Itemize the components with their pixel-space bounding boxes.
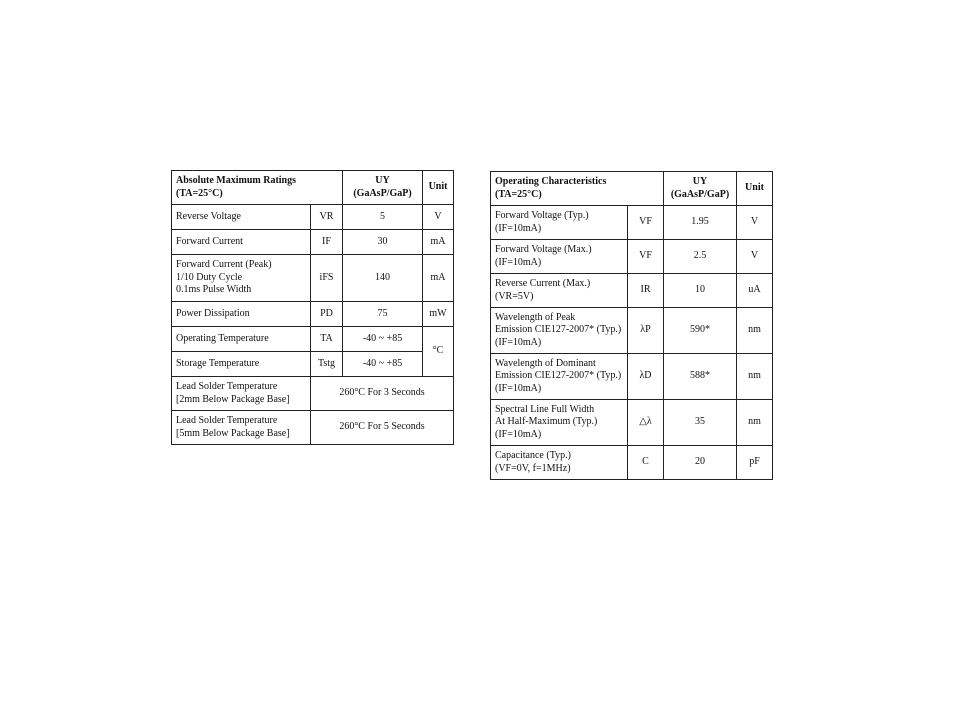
product-name: UY xyxy=(375,175,390,186)
param-cell: Forward Current xyxy=(172,230,311,255)
value-cell: 5 xyxy=(343,205,423,230)
param-cell: Lead Solder Temperature [5mm Below Package Base] xyxy=(172,411,311,445)
symbol-cell: λP xyxy=(628,308,664,354)
table-row xyxy=(172,411,454,445)
unit-cell: V xyxy=(737,240,773,274)
param-cell: Power Dissipation xyxy=(172,302,311,327)
symbol-cell: Tstg xyxy=(311,352,343,377)
table-condition: (TA=25°C) xyxy=(495,188,542,200)
unit-cell: mA xyxy=(423,255,454,302)
table-row xyxy=(491,354,773,400)
value-cell: 20 xyxy=(664,446,737,480)
table-row xyxy=(172,205,454,230)
symbol-cell: VF xyxy=(628,240,664,274)
table-row xyxy=(491,206,773,240)
absolute-maximum-ratings-table xyxy=(171,170,454,445)
param-cell: Wavelength of Peak Emission CIE127-2007* (Typ.) (IF=10mA) xyxy=(491,308,628,354)
value-cell: 588* xyxy=(664,354,737,400)
product-material: (GaAsP/GaP) xyxy=(670,188,730,200)
table-condition: (TA=25°C) xyxy=(176,187,223,199)
table-row xyxy=(491,240,773,274)
table-row xyxy=(172,327,454,352)
param-cell: Storage Temperature xyxy=(172,352,311,377)
param-cell: Lead Solder Temperature [2mm Below Package Base] xyxy=(172,377,311,411)
symbol-cell: △λ xyxy=(628,400,664,446)
unit-cell: V xyxy=(737,206,773,240)
table-header-row xyxy=(172,171,454,205)
symbol-cell: IR xyxy=(628,274,664,308)
product-material: (GaAsP/GaP) xyxy=(353,187,412,199)
table-title: Operating Characteristics xyxy=(495,176,607,187)
param-cell: Operating Temperature xyxy=(172,327,311,352)
symbol-cell: VR xyxy=(311,205,343,230)
param-cell: Forward Voltage (Typ.) (IF=10mA) xyxy=(491,206,628,240)
unit-cell: nm xyxy=(737,354,773,400)
value-cell: 140 xyxy=(343,255,423,302)
table-row xyxy=(172,377,454,411)
symbol-cell: iFS xyxy=(311,255,343,302)
symbol-cell: PD xyxy=(311,302,343,327)
value-cell: 260°C For 3 Seconds xyxy=(311,377,454,411)
param-cell: Wavelength of Dominant Emission CIE127-2007* (Typ.) (IF=10mA) xyxy=(491,354,628,400)
table-row xyxy=(172,352,454,377)
symbol-cell: IF xyxy=(311,230,343,255)
value-cell: 2.5 xyxy=(664,240,737,274)
symbol-cell: λD xyxy=(628,354,664,400)
value-cell: -40 ~ +85 xyxy=(343,352,423,377)
unit-header: Unit xyxy=(423,171,454,205)
table-title: Absolute Maximum Ratings xyxy=(176,175,297,186)
table-title-cell xyxy=(172,171,343,205)
table-row xyxy=(491,308,773,354)
unit-cell: nm xyxy=(737,400,773,446)
table-row xyxy=(491,274,773,308)
param-cell: Reverse Voltage xyxy=(172,205,311,230)
value-cell: 75 xyxy=(343,302,423,327)
param-cell: Spectral Line Full Width At Half-Maximum (Typ.) (IF=10mA) xyxy=(491,400,628,446)
unit-cell: nm xyxy=(737,308,773,354)
table-row xyxy=(172,255,454,302)
unit-cell: V xyxy=(423,205,454,230)
product-header xyxy=(343,171,423,205)
value-cell: 590* xyxy=(664,308,737,354)
unit-cell: uA xyxy=(737,274,773,308)
param-cell: Forward Current (Peak) 1/10 Duty Cycle 0.1ms Pulse Width xyxy=(172,255,311,302)
table-header-row xyxy=(491,172,773,206)
product-header xyxy=(664,172,737,206)
unit-cell: mW xyxy=(423,302,454,327)
symbol-cell: C xyxy=(628,446,664,480)
unit-cell: mA xyxy=(423,230,454,255)
table-row xyxy=(491,446,773,480)
table-row xyxy=(172,230,454,255)
unit-cell: pF xyxy=(737,446,773,480)
value-cell: 35 xyxy=(664,400,737,446)
value-cell: 10 xyxy=(664,274,737,308)
value-cell: 1.95 xyxy=(664,206,737,240)
table-row xyxy=(172,302,454,327)
param-cell: Forward Voltage (Max.) (IF=10mA) xyxy=(491,240,628,274)
symbol-cell: TA xyxy=(311,327,343,352)
symbol-cell: VF xyxy=(628,206,664,240)
product-name: UY xyxy=(692,176,708,187)
unit-header: Unit xyxy=(737,172,773,206)
value-cell: 30 xyxy=(343,230,423,255)
operating-characteristics-table xyxy=(490,171,773,480)
value-cell: -40 ~ +85 xyxy=(343,327,423,352)
table-row xyxy=(491,400,773,446)
value-cell: 260°C For 5 Seconds xyxy=(311,411,454,445)
table-title-cell xyxy=(491,172,664,206)
param-cell: Reverse Current (Max.) (VR=5V) xyxy=(491,274,628,308)
param-cell: Capacitance (Typ.) (VF=0V, f=1MHz) xyxy=(491,446,628,480)
unit-cell: °C xyxy=(423,327,454,377)
